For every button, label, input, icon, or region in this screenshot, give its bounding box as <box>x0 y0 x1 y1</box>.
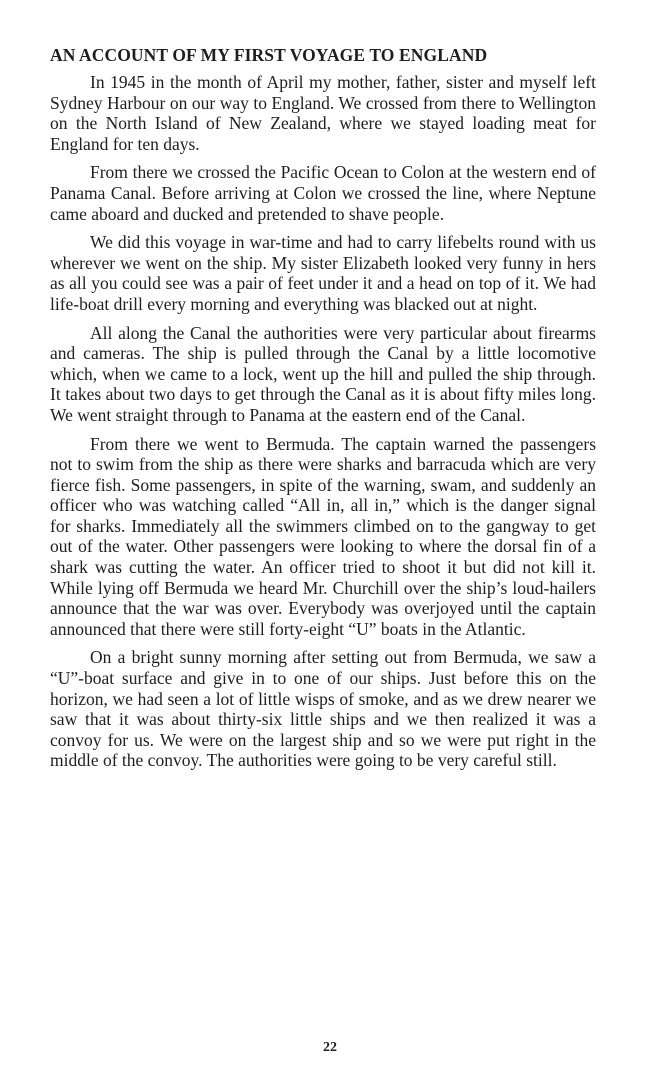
paragraph-2: From there we crossed the Pacific Ocean to Colon at the western end of Panama Canal. Before arriving at Colon we crossed the line, where Neptune came aboard and ducked and pretended to shave people. <box>50 162 596 224</box>
paragraph-6: On a bright sunny morning after setting out from Bermuda, we saw a “U”-boat surface and give in to one of our ships. Just before this on the horizon, we had seen a lot of little wisps of smoke, and as we drew nearer we saw that it was about thirty-six little ships and we then realized it was a convoy for us. We were on the largest ship and so we were put right in the middle of the convoy. The authorities were going to be very careful still. <box>50 647 596 771</box>
document-page <box>50 44 596 779</box>
paragraph-1: In 1945 in the month of April my mother, father, sister and myself left Sydney Harbour on our way to England. We crossed from there to Wellington on the North Island of New Zealand, where we stayed loading meat for England for ten days. <box>50 72 596 154</box>
paragraph-5: From there we went to Bermuda. The captain warned the passengers not to swim from the ship as there were sharks and barracuda which are very fierce fish. Some passengers, in spite of the warning, swam, and suddenly an officer who was watching called “All in, all in,” which is the danger signal for sharks. Immediately all the swimmers climbed on to the gangway to get out of the water. Other passengers were looking to where the dorsal fin of a shark was cutting the water. An officer tried to shoot it but did not kill it. While lying off Bermuda we heard Mr. Churchill over the ship’s loud-hailers announce that the war was over. Everybody was overjoyed until the captain announced that there were still forty-eight “U” boats in the Atlantic. <box>50 433 596 639</box>
document-title: AN ACCOUNT OF MY FIRST VOYAGE TO ENGLAND <box>50 45 488 65</box>
paragraph-3: We did this voyage in war-time and had to carry lifebelts round with us wherever we went on the ship. My sister Elizabeth looked very funny in hers as all you could see was a pair of feet under it and a head on top of it. We had life-boat drill every morning and everything was blacked out at night. <box>50 232 596 314</box>
paragraph-4: All along the Canal the authorities were very particular about firearms and cameras. The ship is pulled through the Canal by a little locomotive which, when we came to a lock, went up the hill and pulled the ship through. It takes about two days to get through the Canal as it is about fifty miles long. We went straight through to Panama at the eastern end of the Canal. <box>50 322 596 425</box>
page-number: 22 <box>323 1040 337 1055</box>
